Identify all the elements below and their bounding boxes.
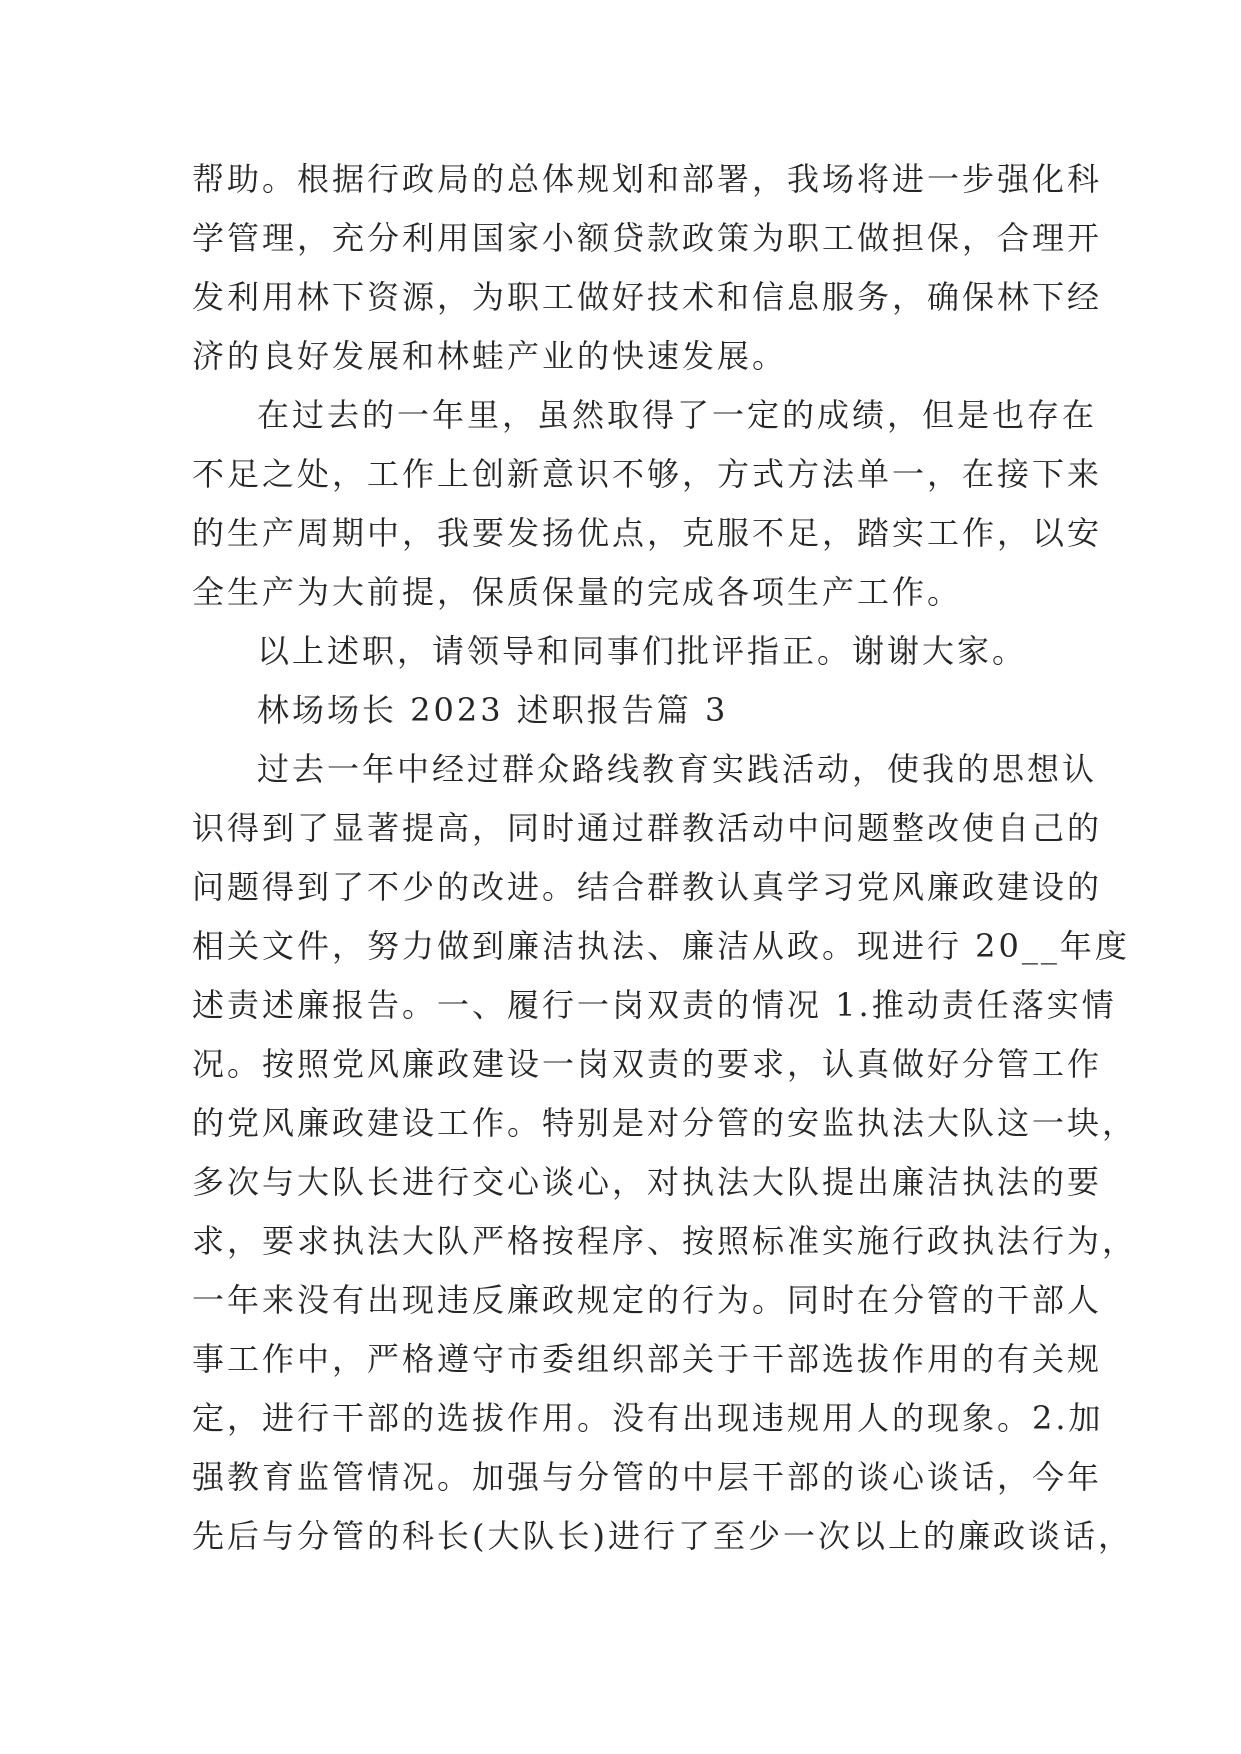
- paragraph-1-line-2: 学管理，充分利用国家小额贷款政策为职工做担保，合理开: [192, 219, 1103, 257]
- paragraph-5-line-1: 过去一年中经过群众路线教育实践活动，使我的思想认: [257, 750, 1098, 788]
- paragraph-5-line-3: 问题得到了不少的改进。结合群教认真学习党风廉政建设的: [192, 868, 1103, 906]
- paragraph-5-line-12: 定，进行干部的选拔作用。没有出现违规用人的现象。2.加: [192, 1399, 1104, 1437]
- paragraph-5-line-2: 识得到了显著提高，同时通过群教活动中问题整改使自己的: [192, 809, 1103, 847]
- paragraph-5-line-10: 一年来没有出现违反廉政规定的行为。同时在分管的干部人: [192, 1281, 1103, 1319]
- paragraph-1-line-4: 济的良好发展和林蛙产业的快速发展。: [192, 337, 788, 375]
- paragraph-5-line-9: 求，要求执法大队严格按程序、按照标准实施行政执法行为，: [192, 1222, 1138, 1260]
- paragraph-5-line-4: 相关文件，努力做到廉洁执法、廉洁从政。现进行 20__年度: [192, 927, 1130, 965]
- section-heading: 林场场长 2023 述职报告篇 3: [257, 691, 729, 729]
- paragraph-5-line-13: 强教育监管情况。加强与分管的中层干部的谈心谈话，今年: [192, 1458, 1103, 1496]
- paragraph-1-line-3: 发利用林下资源，为职工做好技术和信息服务，确保林下经: [192, 278, 1103, 316]
- paragraph-1-line-1: 帮助。根据行政局的总体规划和部署，我场将进一步强化科: [192, 160, 1103, 198]
- paragraph-5-line-14: 先后与分管的科长(大队长)进行了至少一次以上的廉政谈话，: [192, 1517, 1133, 1555]
- document-body: [192, 150, 1138, 1566]
- paragraph-2-line-1: 在过去的一年里，虽然取得了一定的成绩，但是也存在: [257, 396, 1098, 434]
- paragraph-3-line-1: 以上述职，请领导和同事们批评指正。谢谢大家。: [257, 632, 1028, 670]
- paragraph-2-line-2: 不足之处，工作上创新意识不够，方式方法单一，在接下来: [192, 455, 1103, 493]
- paragraph-5-line-5: 述责述廉报告。一、履行一岗双责的情况 1.推动责任落实情: [192, 986, 1117, 1024]
- paragraph-5-line-11: 事工作中，严格遵守市委组织部关于干部选拔作用的有关规: [192, 1340, 1103, 1378]
- paragraph-5-line-6: 况。按照党风廉政建设一岗双责的要求，认真做好分管工作: [192, 1045, 1103, 1083]
- paragraph-2-line-4: 全生产为大前提，保质保量的完成各项生产工作。: [192, 573, 963, 611]
- paragraph-5-line-8: 多次与大队长进行交心谈心，对执法大队提出廉洁执法的要: [192, 1163, 1103, 1201]
- paragraph-2-line-3: 的生产周期中，我要发扬优点，克服不足，踏实工作，以安: [192, 514, 1103, 552]
- paragraph-5-line-7: 的党风廉政建设工作。特别是对分管的安监执法大队这一块，: [192, 1104, 1138, 1142]
